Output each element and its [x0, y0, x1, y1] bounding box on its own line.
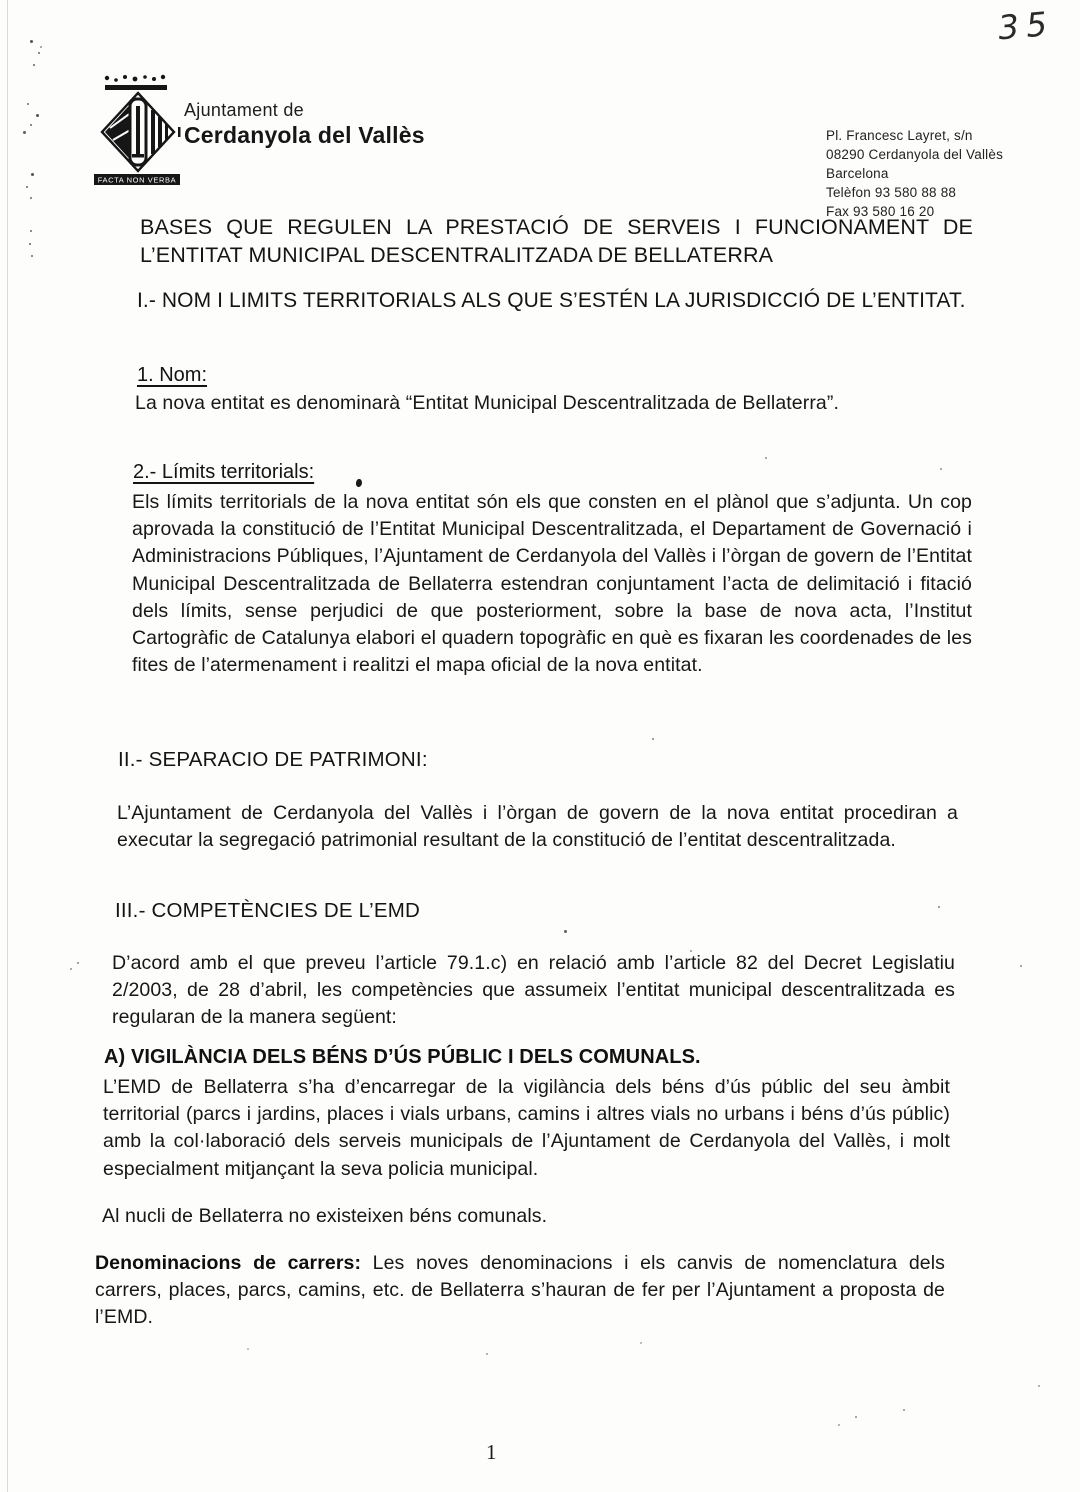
section-a-note: Al nucli de Bellaterra no existeixen béns comunals.: [102, 1205, 548, 1227]
section-a-paragraph: L’EMD de Bellaterra s’ha d’encarregar de la vigilància dels béns d’ús públic del seu àmbit territorial (parcs i jardins, places i vials urbans, camins i altres vials no urbans i béns d’ús públic) amb la col·laboració dels serveis municipals de l’Ajuntament de Cerdanyola del Vallès, i molt especialment mitjançant la seva policia municipal.: [103, 1076, 950, 1180]
scan-speck: [855, 1416, 857, 1418]
scan-speck: [33, 64, 35, 66]
section-2-paragraph: L’Ajuntament de Cerdanyola del Vallès i l’òrgan de govern de la nova entitat procediran a executar la segregació patrimonial resultant de la constitució de l’entitat descentralitzada.: [117, 802, 958, 852]
scan-speck: [765, 457, 767, 459]
scan-speck: [1038, 1385, 1040, 1387]
document-title: BASES QUE REGULEN LA PRESTACIÓ DE SERVEIS I FUNCIONAMENT DE L’ENTITAT MUNICIPAL DESCENTRALITZADA DE BELLATERRA: [140, 215, 973, 267]
scan-speck: [23, 131, 26, 134]
address-province: Barcelona: [826, 166, 889, 181]
street-names-paragraph: [95, 1250, 945, 1332]
scan-speck: [30, 124, 32, 126]
scan-speck: [38, 52, 40, 54]
scan-speck: [838, 1424, 840, 1426]
address-fax: Fax 93 580 16 20: [826, 204, 935, 219]
section-3-heading: III.- COMPETÈNCIES DE L’EMD: [115, 899, 420, 922]
scan-edge-line: [7, 0, 8, 1492]
scan-speck: [1020, 965, 1022, 967]
scan-speck: [36, 114, 39, 117]
scan-speck: [31, 255, 33, 257]
scan-speck: [652, 738, 654, 740]
subsection-nom-heading: 1. Nom:: [137, 364, 208, 386]
scan-speck: [70, 968, 72, 970]
scan-speck: [30, 40, 33, 43]
address-phone: Telèfon 93 580 88 88: [826, 185, 957, 200]
section-3-paragraph: D’acord amb el que preveu l’article 79.1.c) en relació amb l’article 82 del Decret Legislatiu 2/2003, de 28 d’abril, les competències que assumeix l’entitat municipal descentralitzada es regularan de la manera següent:: [112, 952, 955, 1029]
ink-mark: [355, 478, 363, 487]
scan-speck: [40, 46, 42, 48]
scan-speck: [27, 103, 29, 105]
handwritten-folio-number: 35: [996, 3, 1056, 48]
scan-speck: [247, 1348, 249, 1350]
coat-of-arms-icon: [92, 72, 184, 186]
organization-name-block: [184, 100, 425, 149]
section-2-heading: II.- SEPARACIO DE PATRIMONI:: [118, 748, 428, 771]
scan-speck: [26, 186, 28, 188]
scan-speck: [903, 1409, 905, 1411]
section-1-heading: I.- NOM I LIMITS TERRITORIALS ALS QUE S’ESTÉN LA JURISDICCIÓ DE L’ENTITAT.: [137, 289, 966, 312]
scan-speck: [31, 173, 34, 176]
scan-speck: [690, 950, 692, 952]
logo-motto-text: FACTA NON VERBA: [97, 175, 177, 185]
org-line2: Cerdanyola del Vallès: [184, 122, 425, 148]
scan-speck: [30, 197, 32, 199]
scan-speck: [30, 230, 32, 232]
scan-speck: [77, 962, 79, 964]
subsection-nom-paragraph: La nova entitat es denominarà “Entitat Municipal Descentralitzada de Bellaterra”.: [135, 392, 839, 414]
street-names-text: Les noves denominacions i els canvis de nomenclatura dels carrers, places, parcs, camins, etc. de Bellaterra s’hauran de fer per l’Ajuntament a proposta de l’EMD.: [95, 1252, 945, 1329]
address-street: Pl. Francesc Layret, s/n: [826, 128, 973, 143]
scan-speck: [486, 1353, 488, 1355]
subsection-limits-heading: 2.- Límits territorials:: [133, 461, 315, 483]
page-number: 1: [486, 1440, 497, 1464]
address-postal-city: 08290 Cerdanyola del Vallès: [826, 147, 1004, 162]
section-a-heading: A) VIGILÀNCIA DELS BÉNS D’ÚS PÚBLIC I DELS COMUNALS.: [104, 1046, 701, 1068]
scan-speck: [640, 1342, 642, 1344]
org-line1: Ajuntament de: [184, 100, 304, 120]
scan-speck: [938, 906, 940, 908]
subsection-limits-paragraph: Els límits territorials de la nova entitat són els que consten en el plànol que s’adjunta. Un cop aprovada la constitució de l’Entitat Municipal Descentralitzada, el Departament de Governació i Administracions Públiques, l’Ajuntament de Cerdanyola del Vallès i l’òrgan de govern de l’Entitat Municipal Descentralitzada de Bellaterra estendran conjuntament l’acta de delimitació i fitació dels límits, sense perjudici de que posteriorment, sobre la base de nova acta, l’Institut Cartogràfic de Catalunya elabori el quadern topogràfic en què es fixaran les coordenades de les fites de l’atermenament i realitzi el mapa oficial de la nova entitat.: [132, 491, 972, 677]
scan-speck: [29, 243, 31, 245]
scan-speck: [564, 930, 567, 933]
scan-speck: [940, 468, 942, 470]
address-block: [826, 126, 1056, 221]
street-names-lead: Denominacions de carrers:: [95, 1252, 362, 1274]
coat-of-arms-logo: [92, 72, 184, 191]
